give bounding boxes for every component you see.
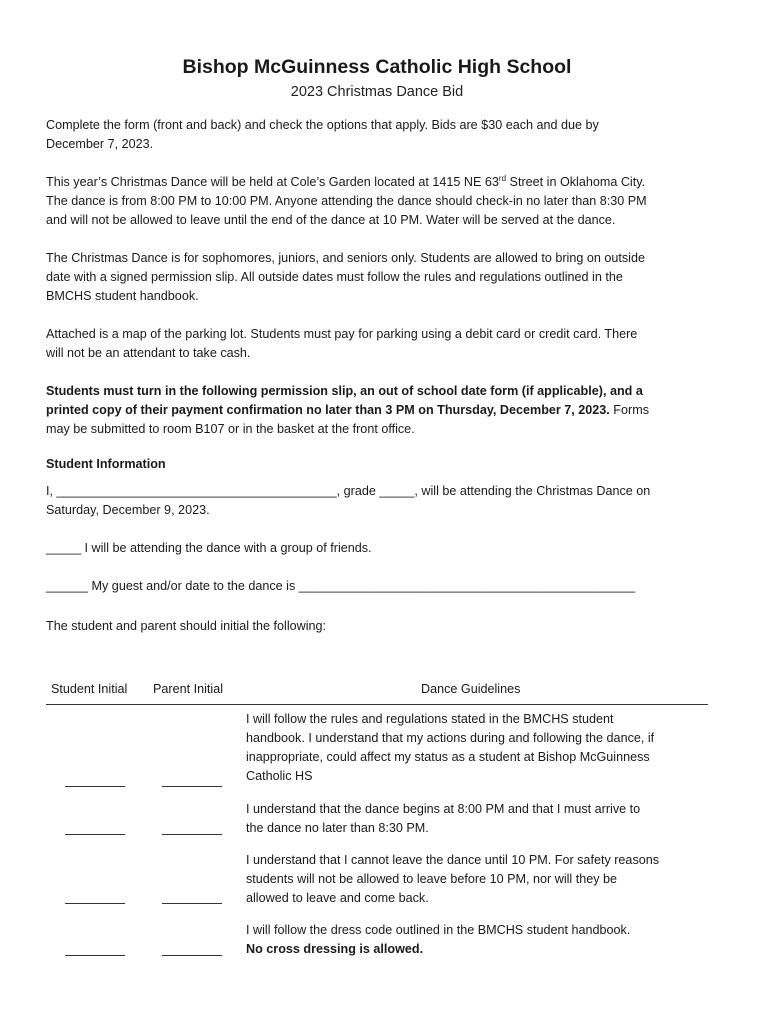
guideline-line: I will follow the rules and regulations stated in the BMCHS student	[246, 712, 614, 726]
guidelines-table	[46, 678, 708, 956]
attendance-statement	[46, 482, 708, 520]
venue-line-1b: Street in Oklahoma City.	[506, 175, 646, 189]
venue-ordinal-suffix: rd	[498, 173, 507, 183]
intro-paragraph	[46, 116, 708, 154]
guideline-line: handbook. I understand that my actions during and following the dance, if	[246, 731, 655, 745]
guideline-line: the dance no later than 8:30 PM.	[246, 821, 429, 835]
venue-line-2: The dance is from 8:00 PM to 10:00 PM. Anyone attending the dance should check-in no later than 8:30 PM	[46, 194, 647, 208]
guideline-text	[246, 800, 708, 838]
intro-line-2: December 7, 2023.	[46, 137, 154, 151]
guideline-line: allowed to leave and come back.	[246, 891, 429, 905]
header-dance-guidelines: Dance Guidelines	[421, 682, 521, 696]
school-title: Bishop McGuinness Catholic High School	[182, 56, 572, 78]
guideline-line: students will not be allowed to leave before 10 PM, nor will they be	[246, 872, 618, 886]
guideline-line: inappropriate, could affect my status as a student at Bishop McGuinness	[246, 750, 650, 764]
attendance-line-1[interactable]: I, ________________________________________, grade _____, will be attending the Christmas Dance on	[46, 484, 651, 498]
parking-line-1: Attached is a map of the parking lot. Students must pay for parking using a debit card or credit card. There	[46, 327, 638, 341]
parking-line-2: will not be an attendant to take cash.	[46, 346, 251, 360]
table-row	[46, 710, 708, 792]
guideline-text	[246, 710, 708, 786]
venue-paragraph	[46, 173, 708, 230]
submission-line-2-tail: Forms	[609, 403, 649, 417]
eligibility-line-1: The Christmas Dance is for sophomores, juniors, and seniors only. Students are allowed to bring on outside	[46, 251, 645, 265]
intro-line-1: Complete the form (front and back) and check the options that apply. Bids are $30 each and due by	[46, 118, 599, 132]
parent-initial-blank[interactable]	[162, 955, 222, 956]
submission-paragraph	[46, 382, 708, 439]
guideline-text	[246, 921, 708, 959]
table-row	[46, 921, 708, 963]
venue-line-3: and will not be allowed to leave until the end of the dance at 10 PM. Water will be served at the dance.	[46, 213, 616, 227]
student-initial-blank[interactable]	[65, 834, 125, 835]
table-row	[46, 851, 708, 911]
group-option[interactable]: _____ I will be attending the dance with a group of friends.	[46, 541, 372, 555]
guideline-line: I understand that I cannot leave the dance until 10 PM. For safety reasons	[246, 853, 660, 867]
parent-initial-blank[interactable]	[162, 903, 222, 904]
eligibility-line-3: BMCHS student handbook.	[46, 289, 199, 303]
form-subtitle: 2023 Christmas Dance Bid	[290, 84, 464, 100]
guideline-line: Catholic HS	[246, 769, 313, 783]
initial-instruction: The student and parent should initial the following:	[46, 619, 327, 633]
submission-bold-line-1: Students must turn in the following permission slip, an out of school date form (if applicable), and a	[46, 384, 643, 398]
eligibility-line-2: date with a signed permission slip. All outside dates must follow the rules and regulations outlined in the	[46, 270, 623, 284]
guideline-line: I understand that the dance begins at 8:00 PM and that I must arrive to	[246, 802, 641, 816]
parent-initial-blank[interactable]	[162, 786, 222, 787]
student-initial-blank[interactable]	[65, 955, 125, 956]
student-info-heading: Student Information	[46, 457, 166, 471]
guideline-text	[246, 851, 708, 908]
guideline-line: I will follow the dress code outlined in the BMCHS student handbook.	[246, 923, 631, 937]
table-header	[46, 678, 708, 705]
attendance-line-2: Saturday, December 9, 2023.	[46, 503, 210, 517]
parking-paragraph	[46, 325, 708, 363]
eligibility-paragraph	[46, 249, 708, 306]
parent-initial-blank[interactable]	[162, 834, 222, 835]
student-initial-blank[interactable]	[65, 786, 125, 787]
header-student-initial: Student Initial	[51, 682, 128, 696]
submission-line-3: may be submitted to room B107 or in the basket at the front office.	[46, 422, 415, 436]
header-parent-initial: Parent Initial	[153, 682, 224, 696]
guest-option[interactable]: ______ My guest and/or date to the dance is ________________________________________________	[46, 579, 635, 593]
student-initial-blank[interactable]	[65, 903, 125, 904]
guideline-bold-line: No cross dressing is allowed.	[246, 942, 424, 956]
venue-line-1a: This year’s Christmas Dance will be held at Cole’s Garden located at 1415 NE 63	[46, 175, 499, 189]
submission-bold-line-2: printed copy of their payment confirmation no later than 3 PM on Thursday, December 7, 2023.	[46, 403, 610, 417]
table-row	[46, 800, 708, 842]
